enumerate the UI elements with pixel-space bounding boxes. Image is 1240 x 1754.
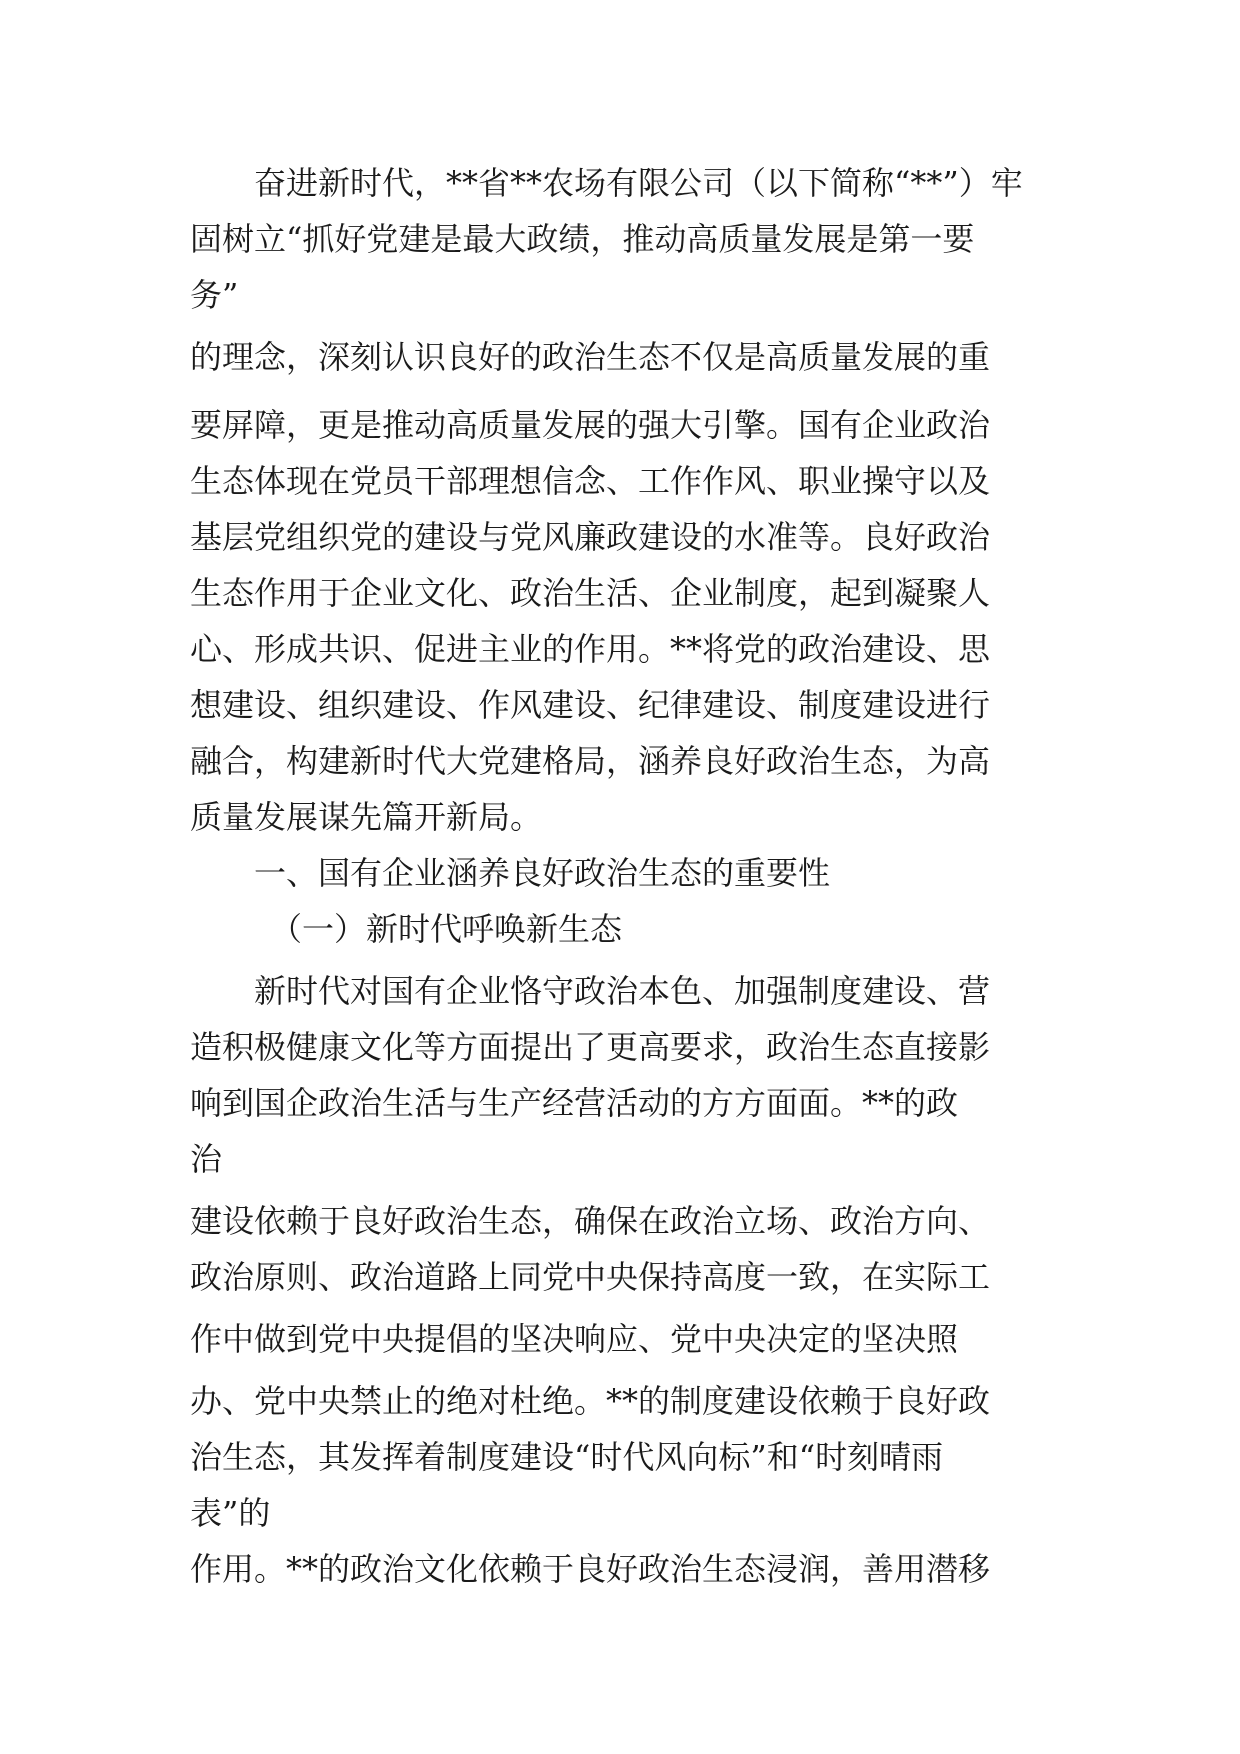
paragraph-2-line-6: 政治原则、政治道路上同党中央保持高度一致，在实际工 <box>190 1258 991 1296</box>
paragraph-1-line-3: 务” <box>190 276 239 314</box>
paragraph-2-line-9: 治生态，其发挥着制度建设“时代风向标”和“时刻晴雨 <box>190 1438 944 1476</box>
subsection-heading: （一）新时代呼唤新生态 <box>270 910 623 948</box>
document-body <box>190 155 1070 1597</box>
section-heading: 一、国有企业涵养良好政治生态的重要性 <box>254 854 831 892</box>
paragraph-2-line-7: 作中做到党中央提倡的坚决响应、党中央决定的坚决照 <box>190 1320 959 1358</box>
paragraph-2-line-3: 响到国企政治生活与生产经营活动的方方面面。**的政 <box>190 1084 959 1122</box>
paragraph-1-line-7: 基层党组织党的建设与党风廉政建设的水准等。良好政治 <box>190 518 991 556</box>
paragraph-1-line-5: 要屏障，更是推动高质量发展的强大引擎。国有企业政治 <box>190 406 991 444</box>
paragraph-2-line-1: 新时代对国有企业恪守政治本色、加强制度建设、营 <box>254 972 991 1010</box>
paragraph-2-line-8: 办、党中央禁止的绝对杜绝。**的制度建设依赖于良好政 <box>190 1382 991 1420</box>
paragraph-2-line-2: 造积极健康文化等方面提出了更高要求，政治生态直接影 <box>190 1028 991 1066</box>
paragraph-2-line-11: 作用。**的政治文化依赖于良好政治生态浸润，善用潜移 <box>190 1550 991 1588</box>
paragraph-1-line-10: 想建设、组织建设、作风建设、纪律建设、制度建设进行 <box>190 686 991 724</box>
paragraph-1-line-4: 的理念，深刻认识良好的政治生态不仅是高质量发展的重 <box>190 338 991 376</box>
paragraph-1-line-6: 生态体现在党员干部理想信念、工作作风、职业操守以及 <box>190 462 991 500</box>
paragraph-1-line-11: 融合，构建新时代大党建格局，涵养良好政治生态，为高 <box>190 742 991 780</box>
paragraph-2-line-4: 治 <box>190 1140 223 1178</box>
paragraph-1-line-9: 心、形成共识、促进主业的作用。**将党的政治建设、思 <box>190 630 991 668</box>
paragraph-1-line-1: 奋进新时代，**省**农场有限公司（以下简称“**”）牢 <box>254 164 1023 202</box>
paragraph-2-line-5: 建设依赖于良好政治生态，确保在政治立场、政治方向、 <box>190 1202 991 1240</box>
paragraph-1-line-8: 生态作用于企业文化、政治生活、企业制度，起到凝聚人 <box>190 574 991 612</box>
paragraph-2-line-10: 表”的 <box>190 1494 271 1532</box>
paragraph-1-line-2: 固树立“抓好党建是最大政绩，推动高质量发展是第一要 <box>190 220 975 258</box>
paragraph-1-line-12: 质量发展谋先篇开新局。 <box>190 798 543 836</box>
